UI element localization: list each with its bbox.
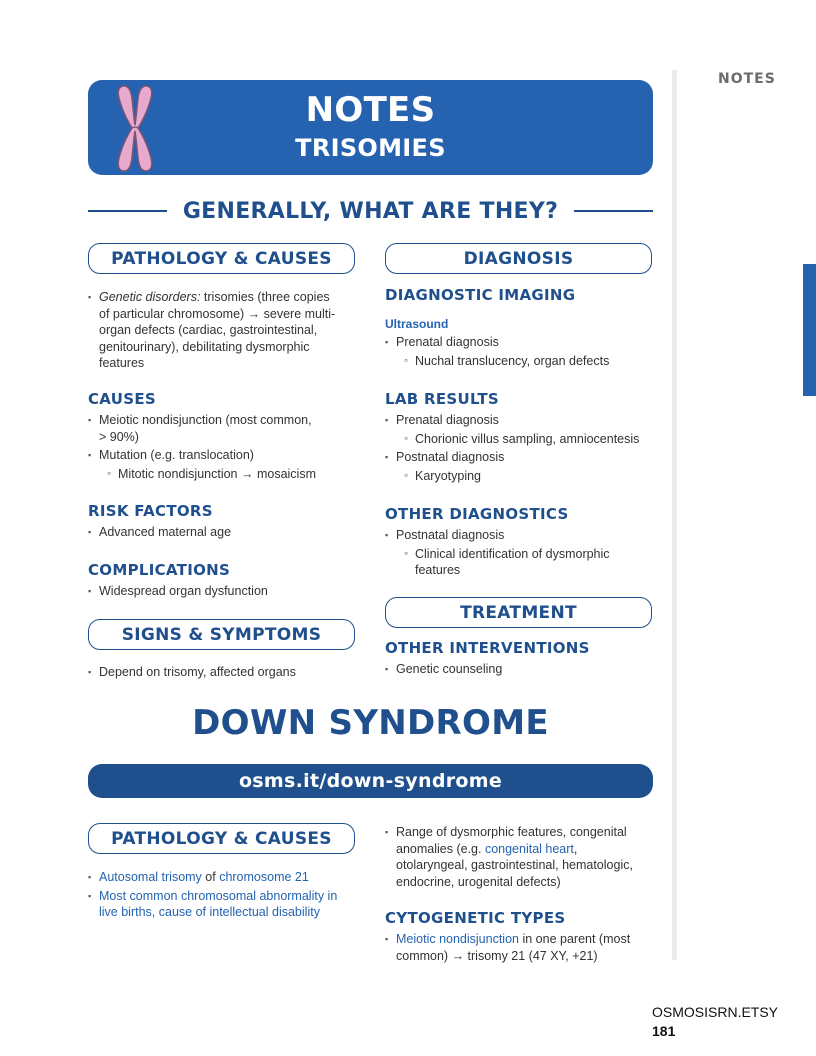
pathology-block bbox=[88, 289, 368, 372]
down-pathology-bullet-1 bbox=[88, 869, 368, 886]
header-subtitle: TRISOMIES bbox=[295, 134, 446, 162]
causes-block bbox=[88, 412, 368, 482]
heading-rule-left bbox=[88, 210, 167, 212]
pathology-text-2: of particular chromosome) → severe multi- bbox=[99, 306, 336, 321]
down-r1-line-d: endocrine, urogenital defects) bbox=[396, 874, 561, 889]
risk-block bbox=[88, 524, 368, 541]
down-r1-line-a: Range of dysmorphic features, congenital bbox=[396, 825, 627, 839]
risk-factors-heading: RISK FACTORS bbox=[88, 502, 213, 520]
down-syndrome-title: DOWN SYNDROME bbox=[192, 703, 549, 743]
diagnostic-imaging-heading: DIAGNOSTIC IMAGING bbox=[385, 286, 576, 304]
down-r1-line-b-post: , bbox=[573, 841, 578, 856]
cytogenetic-bullet-1 bbox=[385, 931, 670, 964]
header-title: NOTES bbox=[305, 90, 436, 130]
down-p2-line-a[interactable]: Most common chromosomal abnormality in bbox=[99, 888, 338, 903]
pathology-term: Genetic disorders: bbox=[99, 290, 201, 304]
complications-block bbox=[88, 583, 368, 600]
imaging-sub-bullet: ◦ Nuchal translucency, organ defects bbox=[385, 353, 665, 370]
autosomal-trisomy-link[interactable]: Autosomal trisomy bbox=[99, 870, 202, 884]
pathology-text-3: organ defects (cardiac, gastrointestinal, bbox=[99, 323, 318, 337]
cyto-line-b: common) → trisomy 21 (47 XY, +21) bbox=[396, 948, 598, 963]
ultrasound-label: Ultrasound bbox=[385, 317, 449, 331]
interventions-bullet-1: ▪ Genetic counseling bbox=[385, 661, 665, 678]
lab-block bbox=[385, 412, 670, 484]
signs-bullet-1: ▪ Depend on trisomy, affected organs bbox=[88, 664, 368, 681]
cyto-line-a: in one parent (most bbox=[519, 932, 631, 946]
cause-2-sub-bullet: ◦ Mitotic nondisjunction → mosaicism bbox=[88, 466, 368, 483]
down-pathology-pill: PATHOLOGY & CAUSES bbox=[88, 823, 355, 854]
pathology-text-5: features bbox=[99, 356, 145, 370]
lab-bullet-1: ▪ Prenatal diagnosis bbox=[385, 412, 670, 429]
other-diagnostics-heading: OTHER DIAGNOSTICS bbox=[385, 505, 569, 523]
down-r1-line-b-pre: anomalies (e.g. bbox=[396, 841, 485, 856]
meiotic-nondisjunction-link[interactable]: Meiotic nondisjunction bbox=[396, 932, 519, 946]
cause-1-line-b: > 90%) bbox=[99, 429, 139, 444]
side-tab-marker bbox=[803, 264, 816, 396]
down-p1-mid: of bbox=[201, 870, 220, 884]
pathology-text-4: genitourinary), debilitating dysmorphic bbox=[99, 339, 310, 354]
pathology-bullet bbox=[88, 289, 368, 372]
other-dx-sub-bullet bbox=[385, 546, 665, 579]
complication-bullet-1: ▪ Widespread organ dysfunction bbox=[88, 583, 368, 600]
down-r1-line-c: otolaryngeal, gastrointestinal, hematologic, bbox=[396, 858, 633, 872]
down-p2-line-b[interactable]: live births, cause of intellectual disability bbox=[99, 905, 320, 919]
other-interventions-heading: OTHER INTERVENTIONS bbox=[385, 639, 590, 657]
lab-bullet-2: ▪ Postnatal diagnosis bbox=[385, 449, 670, 466]
cytogenetic-types-heading: CYTOGENETIC TYPES bbox=[385, 909, 566, 927]
causes-heading: CAUSES bbox=[88, 390, 156, 408]
pathology-text-1: trisomies (three copies bbox=[200, 290, 330, 304]
other-dx-sub-line-a: Clinical identification of dysmorphic bbox=[415, 546, 610, 561]
page-number: 181 bbox=[652, 1023, 676, 1039]
other-diagnostics-block bbox=[385, 527, 665, 579]
congenital-heart-link[interactable]: congenital heart bbox=[484, 841, 574, 856]
heading-rule-right bbox=[574, 210, 653, 212]
down-right-block bbox=[385, 824, 670, 890]
section-heading-text: GENERALLY, WHAT ARE THEY? bbox=[182, 198, 559, 224]
treatment-pill: TREATMENT bbox=[385, 597, 652, 628]
other-dx-sub-line-b: features bbox=[415, 563, 461, 577]
risk-bullet-1: ▪ Advanced maternal age bbox=[88, 524, 368, 541]
footer-brand: OSMOSISRN.ETSY bbox=[652, 1004, 779, 1020]
down-syndrome-url[interactable]: osms.it/down-syndrome bbox=[238, 770, 503, 792]
chromosome-21-link[interactable]: chromosome 21 bbox=[219, 870, 309, 884]
imaging-bullet-1: ▪ Prenatal diagnosis bbox=[385, 334, 665, 351]
lab-results-heading: LAB RESULTS bbox=[385, 390, 500, 408]
margin-notes-label: NOTES bbox=[718, 71, 776, 87]
lab-2-sub-bullet: ◦ Karyotyping bbox=[385, 468, 670, 485]
interventions-block bbox=[385, 661, 665, 678]
margin-rule bbox=[672, 70, 677, 960]
down-syndrome-url-bar[interactable] bbox=[88, 764, 653, 798]
signs-block bbox=[88, 664, 368, 681]
complications-heading: COMPLICATIONS bbox=[88, 561, 231, 579]
down-right-bullet-1 bbox=[385, 824, 670, 890]
cytogenetic-block bbox=[385, 931, 670, 964]
pathology-causes-pill: PATHOLOGY & CAUSES bbox=[88, 243, 355, 274]
signs-symptoms-pill: SIGNS & SYMPTOMS bbox=[88, 619, 355, 650]
diagnosis-pill: DIAGNOSIS bbox=[385, 243, 652, 274]
down-pathology-block bbox=[88, 869, 368, 921]
lab-1-sub-bullet: ◦ Chorionic villus sampling, amniocentesis bbox=[385, 431, 670, 448]
cause-bullet-1 bbox=[88, 412, 368, 445]
other-dx-bullet-1: ▪ Postnatal diagnosis bbox=[385, 527, 665, 544]
down-pathology-bullet-2[interactable] bbox=[88, 888, 368, 921]
cause-1-line-a: Meiotic nondisjunction (most common, bbox=[99, 413, 312, 427]
cause-bullet-2: ▪ Mutation (e.g. translocation) bbox=[88, 447, 368, 464]
section-heading bbox=[88, 196, 653, 226]
imaging-block bbox=[385, 334, 665, 369]
